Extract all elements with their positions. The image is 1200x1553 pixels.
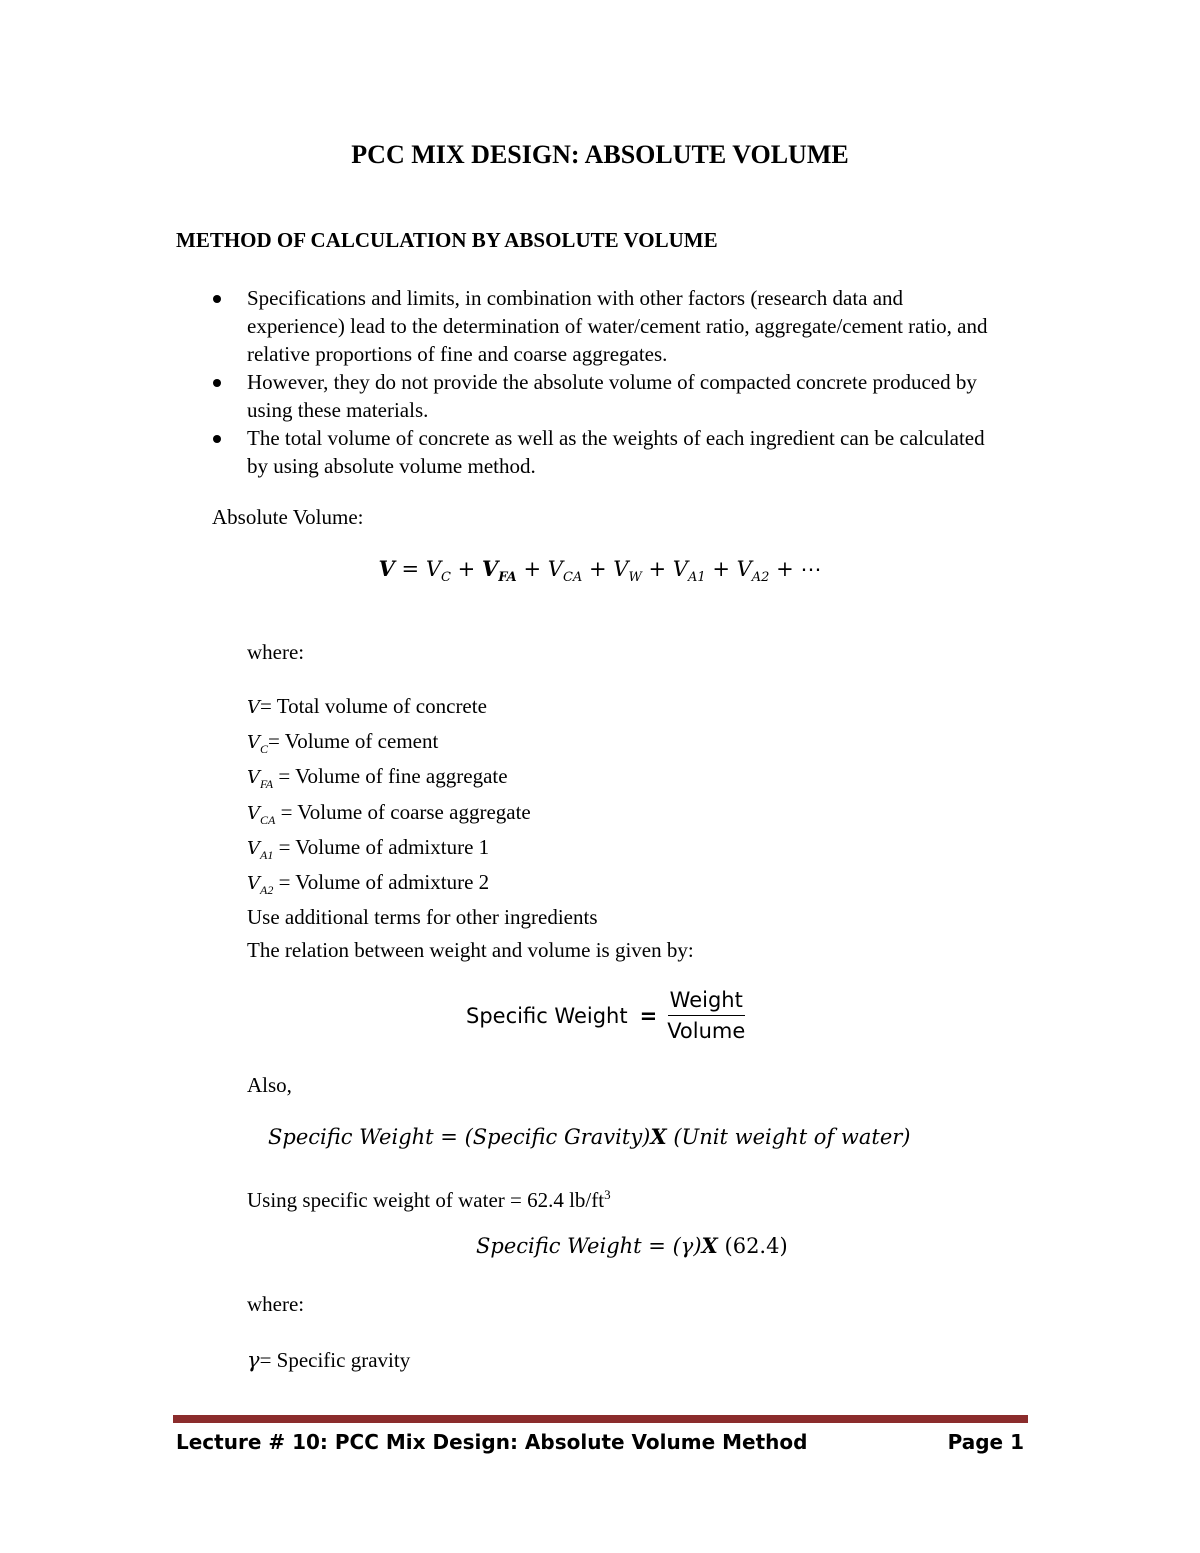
def-desc: = Volume of admixture 1: [273, 834, 490, 859]
list-item: [210, 284, 1000, 368]
additional-terms-note: Use additional terms for other ingredients: [247, 905, 598, 930]
bullet-icon: [213, 295, 221, 303]
where-label: where:: [247, 640, 305, 664]
list-item: [247, 728, 598, 763]
def-symbol: V: [247, 837, 260, 859]
eq-plus: +: [776, 557, 794, 581]
list-item: [247, 763, 598, 798]
also-label: Also,: [247, 1073, 292, 1097]
frac-lhs: Specific Weight: [466, 1003, 628, 1028]
list-item: [247, 869, 598, 904]
list-item: [210, 424, 1000, 480]
eq-term-sub: A1: [687, 570, 706, 586]
eq-term: V: [736, 557, 752, 581]
relation-text: The relation between weight and volume is given by:: [247, 938, 694, 962]
def-symbol: V: [247, 767, 260, 789]
def-desc: = Volume of admixture 2: [273, 869, 490, 894]
gamma-desc: = Specific gravity: [259, 1348, 411, 1372]
where-label: where:: [247, 1292, 305, 1316]
water-weight-line: Using specific weight of water = 62.4 lb/ft: [247, 1188, 605, 1212]
eq-term-sub: C: [440, 570, 451, 586]
eq-times: X: [650, 1124, 667, 1149]
def-symbol: V: [247, 697, 260, 718]
list-item: [247, 834, 598, 869]
eq-term-sub: A2: [751, 570, 770, 586]
def-desc: = Volume of fine aggregate: [273, 764, 508, 789]
def-sub: C: [260, 742, 269, 757]
volume-equation: [0, 556, 1200, 585]
eq-times: X: [701, 1233, 718, 1258]
eq-equals: =: [648, 1234, 666, 1258]
def-desc: = Total volume of concrete: [260, 694, 487, 718]
footer-lecture-title: Lecture # 10: PCC Mix Design: Absolute Volume Method: [176, 1430, 808, 1454]
section-heading: METHOD OF CALCULATION BY ABSOLUTE VOLUME: [176, 228, 718, 252]
eq-plus: +: [523, 557, 542, 581]
specific-weight-numeric-equation: [476, 1233, 788, 1258]
eq-factor: (Unit weight of water): [673, 1125, 911, 1149]
eq-term: V: [481, 556, 499, 581]
page-footer: [176, 1430, 1024, 1454]
eq-term: V: [672, 557, 688, 581]
def-symbol: V: [247, 872, 260, 894]
eq-plus: +: [457, 557, 476, 581]
eq-plus: +: [712, 557, 730, 581]
eq-plus: +: [588, 557, 607, 581]
def-symbol: V: [247, 802, 260, 824]
gamma-definition: [247, 1346, 410, 1374]
list-item: [247, 693, 598, 728]
frac-numerator: Weight: [668, 988, 745, 1016]
def-sub: FA: [260, 777, 274, 792]
eq-plus: +: [648, 557, 667, 581]
def-desc: = Volume of cement: [268, 729, 439, 754]
page-title: PCC MIX DESIGN: ABSOLUTE VOLUME: [351, 140, 849, 169]
eq-term: V: [547, 557, 563, 581]
def-sub: A2: [260, 883, 274, 898]
eq-factor: (62.4): [724, 1234, 788, 1258]
frac-equals: =: [639, 1003, 658, 1028]
specific-weight-equation: [268, 1124, 911, 1149]
frac-denominator: Volume: [667, 1019, 746, 1043]
eq-term-sub: FA: [498, 570, 517, 586]
gamma-symbol: γ: [247, 1348, 260, 1372]
water-weight-sup: 3: [604, 1187, 611, 1202]
footer-rule: [173, 1415, 1028, 1423]
def-sub: A1: [260, 847, 274, 862]
eq-term: V: [425, 557, 441, 581]
eq-term: V: [613, 557, 629, 581]
eq-ellipsis: ⋯: [800, 557, 822, 581]
eq-term-sub: W: [628, 570, 642, 586]
eq-factor: (γ): [672, 1234, 702, 1258]
def-symbol: V: [247, 732, 260, 754]
bullet-list: [210, 284, 1000, 480]
eq-equals: =: [440, 1125, 458, 1149]
bullet-text: However, they do not provide the absolute volume of compacted concrete produced by using these materials.: [247, 370, 977, 422]
water-weight-text: [247, 1181, 611, 1214]
eq-term-sub: CA: [562, 570, 583, 586]
def-desc: = Volume of coarse aggregate: [275, 799, 531, 824]
absolute-volume-label: Absolute Volume:: [212, 505, 364, 529]
bullet-icon: [213, 435, 221, 443]
def-sub: CA: [260, 812, 276, 827]
eq-lhs: Specific Weight: [476, 1234, 642, 1258]
eq-lhs: Specific Weight: [268, 1125, 434, 1149]
eq-equals: =: [401, 557, 420, 581]
list-item: [210, 368, 1000, 424]
list-item: [247, 799, 598, 834]
footer-page-number: Page 1: [947, 1430, 1024, 1454]
definition-list: [247, 693, 598, 931]
eq-factor: (Specific Gravity): [464, 1125, 651, 1149]
eq-lhs: V: [378, 556, 395, 581]
bullet-text: Specifications and limits, in combination with other factors (research data and experience) lead to the determination of water/cement ratio, aggregate/cement ratio, and relative proportions of fine and coarse aggregates.: [247, 286, 988, 366]
fraction: [667, 988, 745, 1043]
bullet-text: The total volume of concrete as well as the weights of each ingredient can be calculated by using absolute volume method.: [247, 426, 985, 478]
bullet-icon: [213, 379, 221, 387]
fraction-equation: [466, 988, 745, 1043]
